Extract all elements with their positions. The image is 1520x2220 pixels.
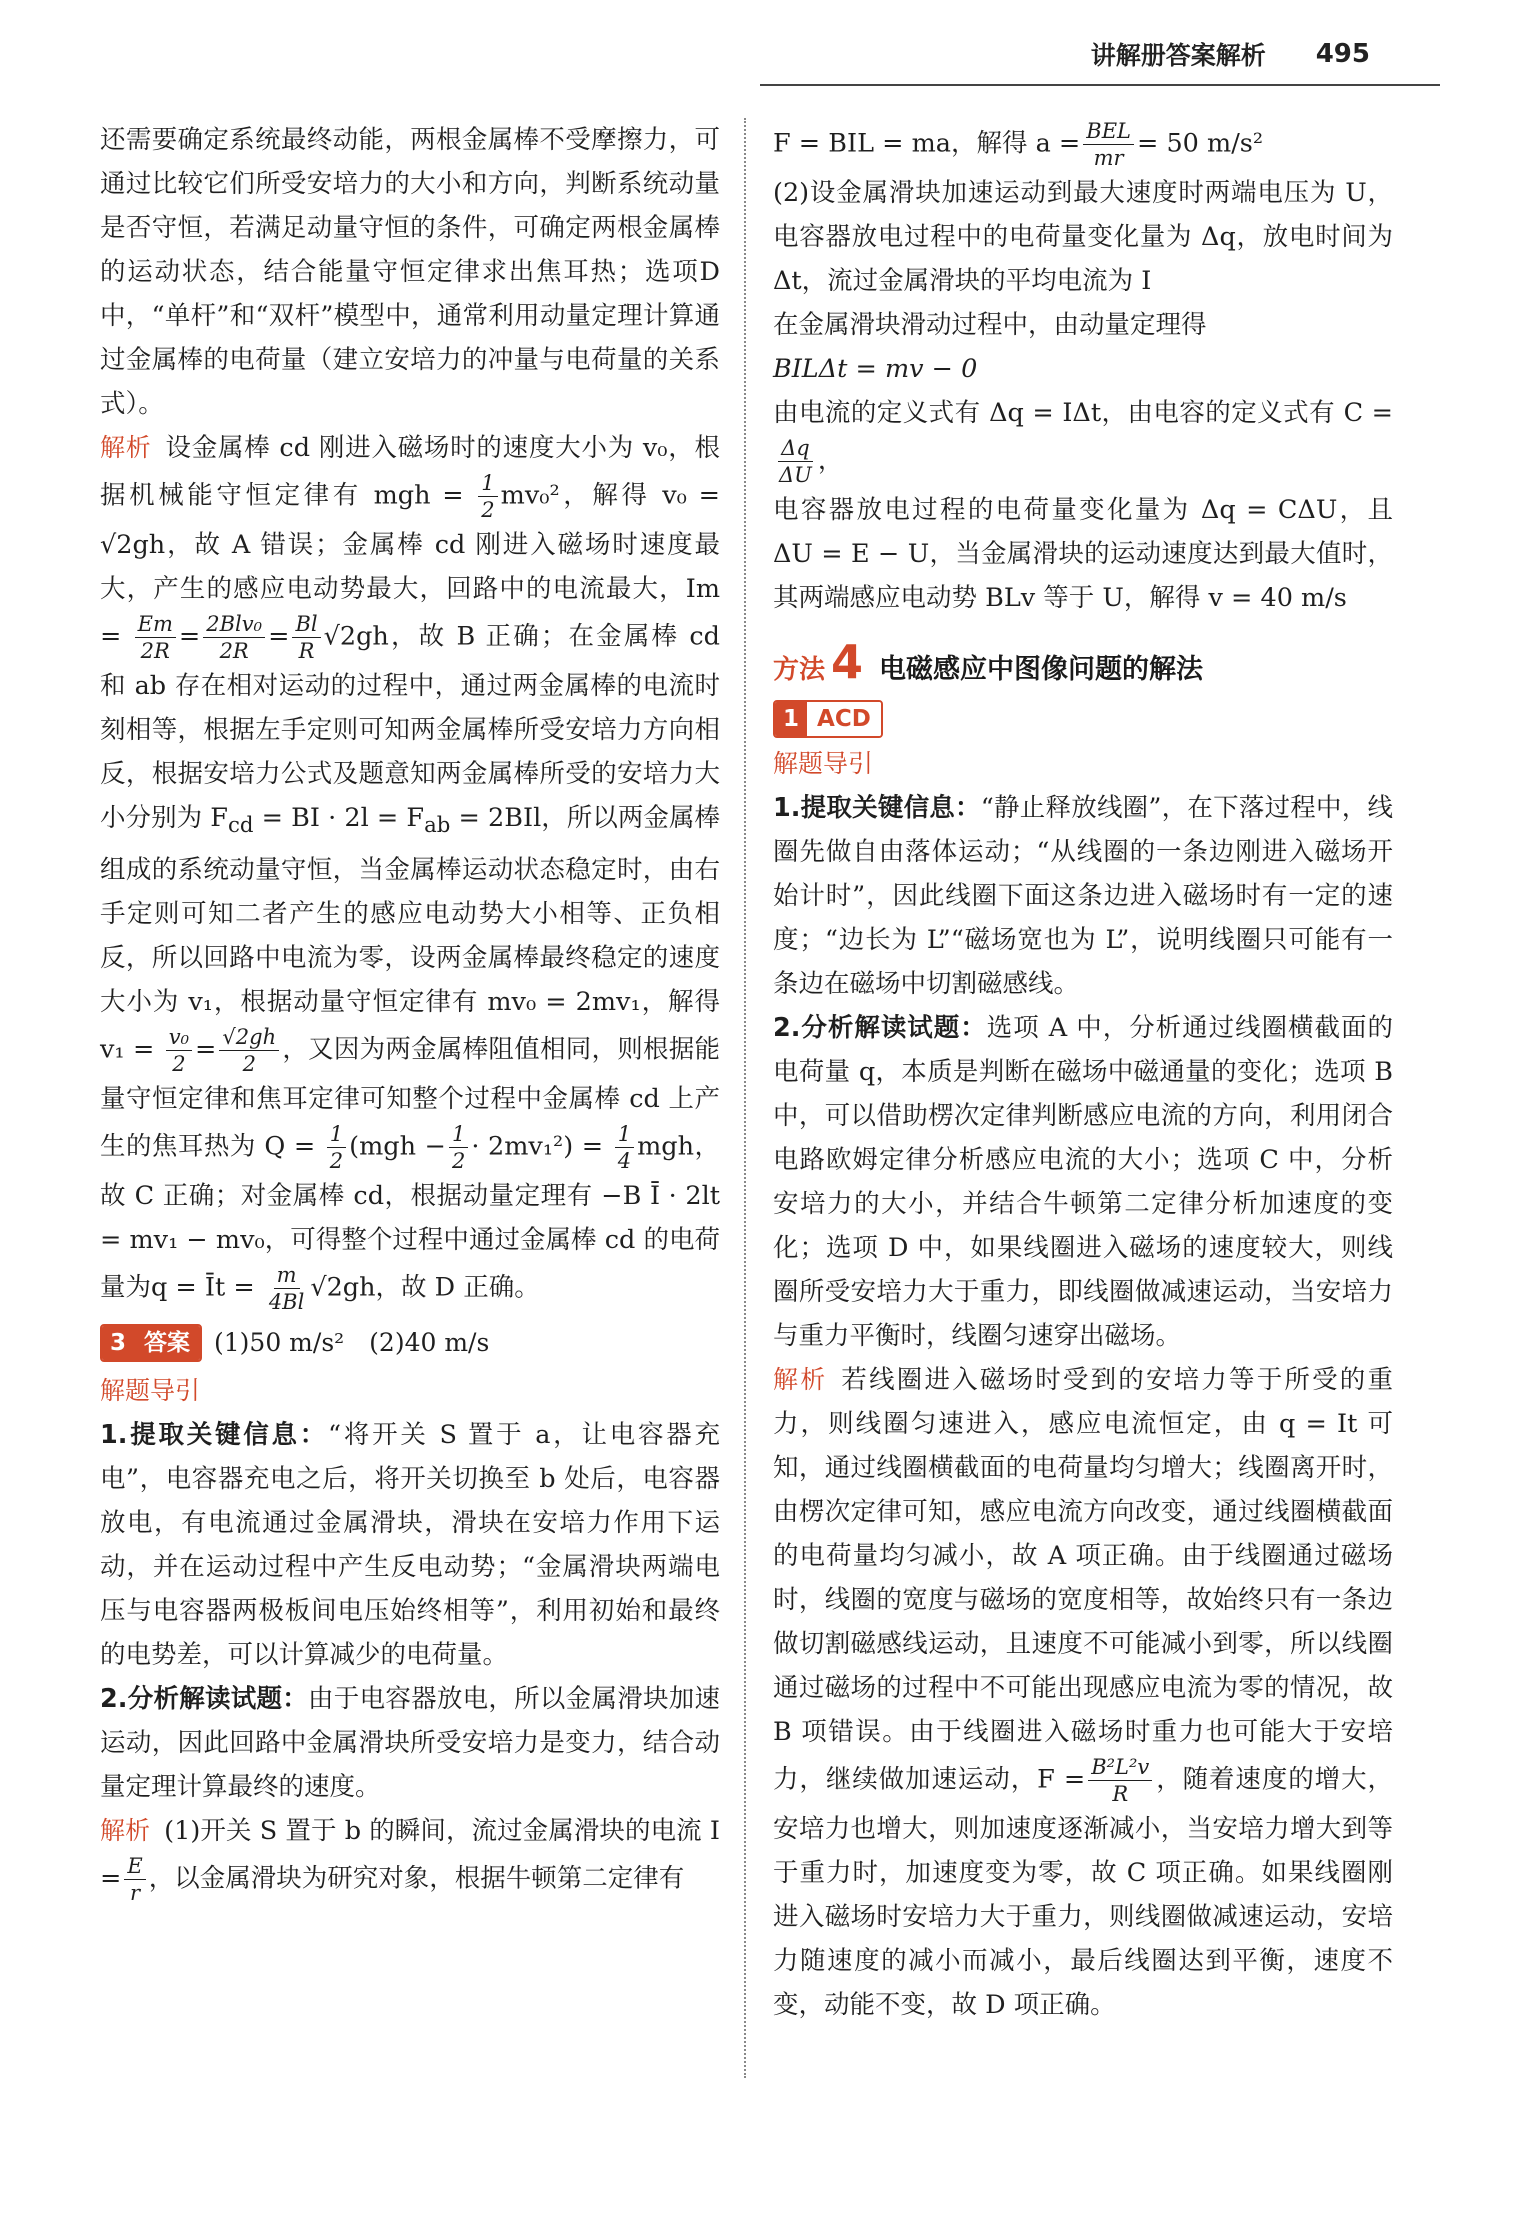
fraction-dq-du: $\frac{\Delta q}{\Delta U}$ (779, 436, 812, 487)
paragraph-r3: 在金属滑块滑动过程中，由动量定理得 (773, 310, 1207, 340)
solution-text: 设金属棒 cd 刚进入磁场时的速度大小为 v₀，根据机械能守恒定律有 mgh = (100, 433, 720, 511)
answer-badge: 3 答案 (100, 1324, 202, 1362)
fraction-blv: $\frac{\text{2Blv₀}}{2R}$ (203, 611, 265, 664)
answer-row-1 (773, 700, 1393, 738)
left-column (100, 118, 720, 1906)
paragraph-r5: 由电流的定义式有 Δq = IΔt，由电容的定义式有 C = $\frac{\Delta q}{\Delta U}$ ， (773, 398, 1393, 487)
method-title: 电磁感应中图像问题的解法 (879, 654, 1204, 685)
solution-paragraph-r: 解析 若线圈进入磁场时受到的安培力等于所受的重力，则线圈匀速进入，感应电流恒定，由 q = It 可知，通过线圈横截面的电荷量均匀增大；线圈离开时，由楞次定律可知，感应电流方向改变，通过线圈横截面的电荷量均匀减小，故 A 项正确。由于线圈通过磁场时，线圈的宽度与磁场的宽度相等，故始终只有一条边做切割磁感线运动，且速度不可能减小到零，所以线圈通过磁场的过程中不可能出现感应电流为零的情况，故 B 项错误。由于线圈进入磁场时重力也可能大于安培力，继续做加速运动，F = $\frac{\text{B²L²v}}{R}$ ，随着速度的增大，安培力也增大，则加速度逐渐减小，当安培力增大到等于重力时，加速度变为零，故 C 项正确。如果线圈刚进入磁场时安培力大于重力，则线圈做减速运动，安培力随速度的减小而减小，最后线圈达到平衡，速度不变，动能不变，故 D 项正确。 (773, 1365, 1393, 2020)
solution-text: √2gh，故 D 正确。 (310, 1272, 540, 1303)
fraction-bl: $\frac{Bl}{R}$ (292, 611, 320, 664)
solution-text: mgh，故 C 正确；对金属棒 cd，根据动量定理有 −B Ī · 2lt = mv₁ − mv₀，可得整个过程中通过金属棒 cd 的电荷量为q = Īt = (100, 1131, 721, 1303)
solution-text: = 2BIl，所以两金属棒组成的系统动量守恒，当金属棒运动状态稳定时，由右手定则可知二者产生的感应电动势大小相等、正负相反，所以回路中电流为零，设两金属棒最终稳定的速度大小为 v₁，根据动量守恒定律有 mv₀ = 2mv₁，解得v₁ = (100, 803, 720, 1065)
column-divider (744, 118, 746, 2078)
solution-paragraph-2: 解析 (1)开关 S 置于 b 的瞬间，流过金属滑块的电流 I = $\frac{E}{r}$ ，以金属滑块为研究对象，根据牛顿第二定律有 (100, 1816, 720, 1906)
paragraph-r6: 电容器放电过程的电荷量变化量为 Δq = CΔU，且 ΔU = E − U，当金属滑块的运动速度达到最大值时，其两端感应电动势 BLv 等于 U，解得 v = 40 m/s (773, 495, 1393, 613)
paragraph-intro: 还需要确定系统最终动能，两根金属棒不受摩擦力，可通过比较它们所受安培力的大小和方向，判断系统动量是否守恒，若满足动量守恒的条件，可确定两根金属棒的运动状态，结合能量守恒定律求出焦耳热；选项D中，“单杆”和“双杆”模型中，通常利用动量定理计算通过金属棒的电荷量（建立安培力的冲量与电荷量的关系式）。 (100, 125, 720, 419)
paragraph-r2: (2)设金属滑块加速运动到最大速度时两端电压为 U，电容器放电过程中的电荷量变化量为 Δq，放电时间为 Δt，流过金属滑块的平均电流为 I (773, 178, 1393, 296)
fraction-bel: $\frac{\text{BEL}}{mr}$ (1083, 118, 1134, 171)
subscript: ab (424, 813, 451, 839)
answer-badge: 1 ACD (773, 700, 883, 738)
solution-text: √2gh，故 B 正确；在金属棒 cd 和 ab 存在相对运动的过程中，通过两金属棒的电流时刻相等，根据左手定则可知两金属棒所受安培力方向相反，根据安培力公式及题意知两金属棒所受的安培力大小分别为 F (100, 621, 720, 833)
page-number: 495 (1315, 39, 1370, 69)
solution-label: 解析 (773, 1365, 828, 1394)
guide-item-2: 2.分析解读试题：由于电容器放电，所以金属滑块加速运动，因此回路中金属滑块所受安培力是变力，结合动量定理计算最终的速度。 (100, 1684, 720, 1803)
method-prefix: 方法 (773, 655, 826, 685)
formula-line-1: F = BIL = ma，解得 a = $\frac{\text{BEL}}{mr}$ = 50 m/s² (773, 119, 1264, 170)
page-header (1091, 34, 1370, 74)
fraction-sqrt: $\frac{√2gh}{2}$ (219, 1024, 279, 1077)
subscript: cd (228, 813, 254, 839)
header-title: 讲解册答案解析 (1090, 41, 1266, 70)
guide-heading: 解题导引 (773, 749, 874, 778)
fraction-quarter: $\frac{1}{4}$ (615, 1121, 634, 1174)
fraction-v0: $\frac{\text{v₀}}{2}$ (166, 1024, 192, 1077)
guide-heading: 解题导引 (100, 1376, 201, 1406)
solution-text: ，又因为两金属棒阻值相同，则根据能量守恒定律和焦耳定律可知整个过程中金属棒 cd 上产生的焦耳热为 Q = (100, 1034, 720, 1162)
formula-text: m = (100, 574, 720, 652)
formula-text: · 2mv₁²) = (471, 1131, 604, 1162)
answer-row-3 (100, 1321, 720, 1365)
equation-r4: BILΔt = mv − 0 (773, 354, 978, 384)
solution-label: 解析 (100, 1816, 151, 1846)
fraction-em: $\frac{Em}{2R}$ (135, 611, 176, 664)
solution-paragraph-1: 解析 设金属棒 cd 刚进入磁场时的速度大小为 v₀，根据机械能守恒定律有 mgh = $\frac{1}{2}$ mv₀²，解得 v₀ = √2gh，故 A 错误；金属棒 cd 刚进入磁场时速度最大，产生的感应电动势最大，回路中的电流最大，Im = $\frac{Em}{2R}$ = $\frac{\text{2Blv₀}}{2R}$ = $\frac{Bl}{R}$ √2gh，故 B 正确；在金属棒 cd 和 ab 存在相对运动的过程中，通过两金属棒的电流时刻相等，根据左手定则可知两金属棒所受安培力方向相反，根据安培力公式及题意知两金属棒所受的安培力大小分别为 $F_{cd}$ = BI · $2l = F_{ab} = 2BIl$，所以两金属棒组成的系统动量守恒，当金属棒运动状态稳定时，由右手定则可知二者产生的感应电动势大小相等、正负相反，所以回路中电流为零，设两金属棒最终稳定的速度大小为 v₁，根据动量守恒定律有 mv₀ = 2mv₁，解得v₁ = $\frac{\text{v₀}}{2}$ = $\frac{√2gh}{2}$ ，又因为两金属棒阻值相同，则根据能量守恒定律和焦耳定律可知整个过程中金属棒 cd 上产生的焦耳热为 Q = $\frac{1}{2}$ (mgh − $\frac{1}{2}$ · 2mv₁²) = $\frac{1}{4}$ mgh，故 C 正确；对金属棒 cd，根据动量定理有 −B Ī · 2lt = mv₁ − mv₀，可得整个过程中通过金属棒 cd 的电荷量为q = Īt = $\frac{m}{4Bl}$ √2gh，故 D 正确。 (100, 433, 721, 1315)
solution-text: = BI · 2l = F (253, 803, 425, 833)
guide-item-2: 2.分析解读试题：选项 A 中，分析通过线圈横截面的电荷量 q，本质是判断在磁场中磁通量的变化；选项 B 中，可以借助楞次定律判断感应电流的方向，利用闭合电路欧姆定律分析感应电流的大小；选项 C 中，分析安培力的大小，并结合牛顿第二定律分析加速度的变化；选项 D 中，如果线圈进入磁场的速度较大，则线圈所受安培力大于重力，即线圈做减速运动，当安培力与重力平衡时，线圈匀速穿出磁场。 (773, 1013, 1393, 1351)
solution-label: 解析 (100, 433, 152, 462)
header-rule (760, 84, 1440, 86)
solution-text: mv₀²，解得 v₀ = √2gh，故 A 错误；金属棒 cd 刚进入磁场时速度最大，产生的感应电动势最大，回路中的电流最大，I (100, 480, 720, 604)
method-number: 4 (831, 635, 864, 689)
fraction-half-3: $\frac{1}{2}$ (449, 1121, 468, 1174)
method-heading (773, 635, 1393, 692)
right-column (773, 118, 1393, 2027)
answer-text: (1)50 m/s² (2)40 m/s (214, 1328, 490, 1358)
fraction-half-2: $\frac{1}{2}$ (327, 1121, 346, 1174)
formula-text: (mgh − (349, 1131, 446, 1162)
guide-item-1: 1.提取关键信息：“将开关 S 置于 a，让电容器充电”，电容器充电之后，将开关切换至 b 处后，电容器放电，有电流通过金属滑块，滑块在安培力作用下运动，并在运动过程中产生反电动势；“金属滑块两端电压与电容器两极板间电压始终相等”，利用初始和最终的电势差，可以计算减少的电荷量。 (100, 1420, 720, 1671)
fraction-half: $\frac{1}{2}$ (478, 470, 497, 523)
fraction-force: $\frac{\text{B²L²v}}{R}$ (1088, 1754, 1152, 1807)
guide-item-1: 1.提取关键信息：“静止释放线圈”，在下落过程中，线圈先做自由落体运动；“从线圈的一条边刚进入磁场开始计时”，因此线圈下面这条边进入磁场时有一定的速度；“边长为 L”“磁场宽也为 L”，说明线圈只可能有一条边在磁场中切割磁感线。 (773, 793, 1393, 999)
fraction-e-r: $\frac{E}{r}$ (124, 1853, 145, 1906)
fraction-m-4bl: $\frac{m}{4Bl}$ (268, 1263, 305, 1315)
